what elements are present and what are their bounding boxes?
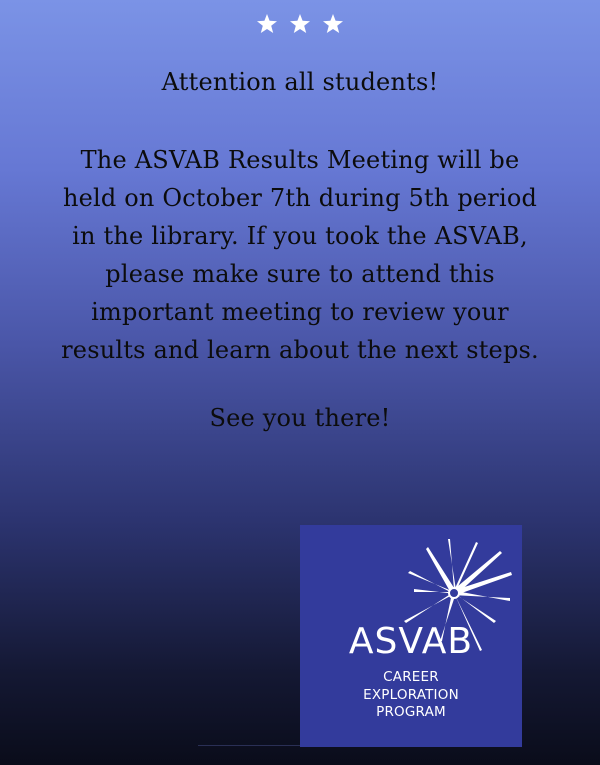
announcement-body bbox=[0, 141, 600, 369]
logo-subtitle-line: EXPLORATION bbox=[363, 686, 459, 703]
body-line: held on October 7th during 5th period bbox=[62, 184, 538, 212]
body-line: results and learn about the next steps. bbox=[61, 336, 539, 364]
body-line: important meeting to review your bbox=[91, 298, 509, 326]
divider-line bbox=[198, 745, 300, 746]
attention-heading: Attention all students! bbox=[161, 68, 439, 96]
logo-subtitle-line: CAREER bbox=[383, 669, 439, 685]
star-icon bbox=[321, 12, 345, 36]
star-row bbox=[0, 12, 600, 42]
logo-title: ASVAB bbox=[348, 621, 474, 662]
closing-text: See you there! bbox=[209, 404, 391, 432]
body-line: The ASVAB Results Meeting will be bbox=[80, 146, 520, 174]
body-line: in the library. If you took the ASVAB, bbox=[72, 222, 528, 250]
star-icon bbox=[255, 12, 279, 36]
asvab-logo bbox=[300, 525, 522, 747]
logo-subtitle-line: PROGRAM bbox=[376, 704, 446, 720]
logo-subtitle bbox=[300, 669, 522, 722]
star-icon bbox=[288, 12, 312, 36]
body-line: please make sure to attend this bbox=[105, 260, 495, 288]
